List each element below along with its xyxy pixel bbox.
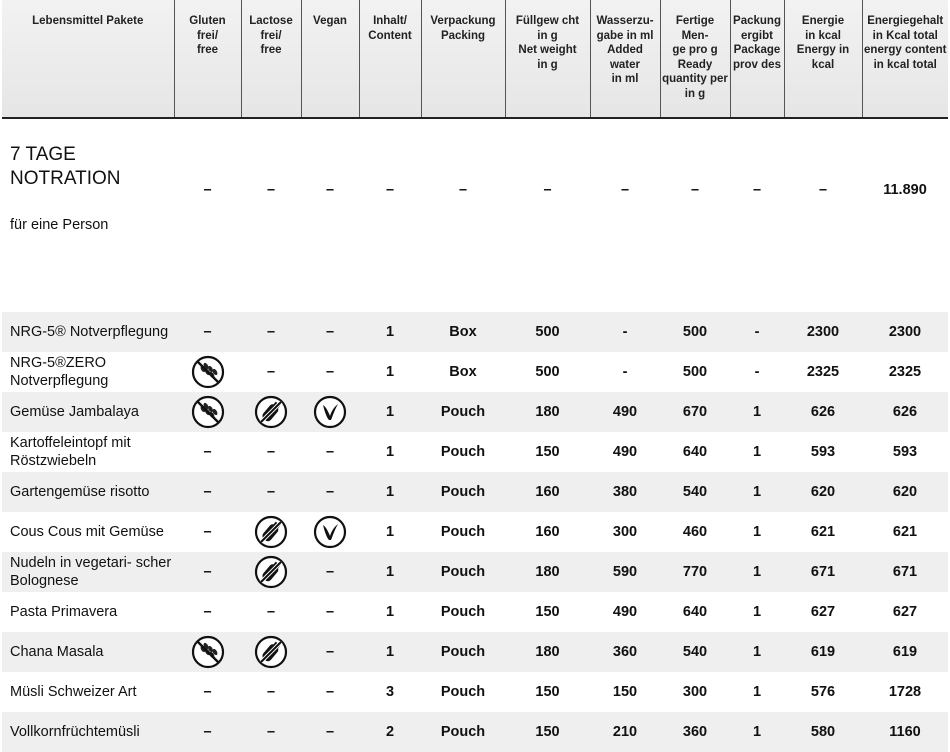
gluten-cell: –: [174, 552, 241, 592]
product-name: Pasta Primavera: [10, 604, 118, 620]
water-cell: 360: [590, 632, 660, 672]
energy-cell: 2300: [784, 312, 862, 352]
lactose-cell: –: [241, 712, 301, 752]
package-value: –: [543, 182, 552, 198]
provides-cell: 1: [730, 392, 784, 432]
vegan-cell: –: [325, 364, 335, 380]
net-weight-cell: 150: [535, 604, 560, 620]
header-energy: Energie in kcal Energy in kcal: [784, 0, 862, 118]
total-cell: 593: [892, 444, 918, 460]
lactose-cell: –: [266, 444, 276, 460]
ready-cell: 770: [660, 552, 730, 592]
provides-cell: 1: [730, 712, 784, 752]
header-total: Energiegehalt in Kcal total energy content in kcal total: [862, 0, 948, 118]
lactose-cell: –: [241, 472, 301, 512]
package-value: –: [752, 182, 762, 198]
total-cell: 620: [862, 472, 948, 512]
net-weight-cell: 180: [505, 632, 590, 672]
net-weight-cell: 150: [535, 444, 560, 460]
product-name: Nudeln in vegetari- scher Bolognese: [2, 552, 174, 592]
lactose-cell: –: [241, 312, 301, 352]
vegan-cell: –: [325, 604, 335, 620]
lactose-cell: [241, 512, 301, 552]
package-value: –: [620, 182, 630, 198]
ready-cell: 640: [682, 444, 708, 460]
gluten-cell: [174, 352, 241, 392]
table-row: [2, 712, 948, 752]
ready-cell: 360: [660, 712, 730, 752]
vegan-cell: [301, 512, 359, 552]
content-cell: 1: [359, 632, 421, 672]
no-milk-icon: [254, 635, 288, 669]
energy-cell: 619: [784, 632, 862, 672]
provides-cell: 1: [730, 552, 784, 592]
packing-cell: Pouch: [421, 472, 505, 512]
net-weight-cell: 500: [505, 312, 590, 352]
no-milk-icon: [254, 395, 288, 429]
total-cell: 621: [892, 524, 918, 540]
total-cell: 2325: [888, 364, 922, 380]
ready-cell: 460: [682, 524, 708, 540]
package-value: –: [385, 182, 395, 198]
table-row: [2, 512, 948, 552]
water-cell: 490: [590, 392, 660, 432]
table-row: [2, 672, 948, 712]
package-value: –: [325, 182, 335, 198]
no-wheat-icon: [191, 395, 225, 429]
content-cell: 2: [359, 712, 421, 752]
ready-cell: 640: [682, 604, 708, 620]
content-cell: 1: [359, 472, 421, 512]
packing-cell: Pouch: [421, 392, 505, 432]
package-value: –: [203, 182, 212, 198]
ready-cell: 540: [660, 472, 730, 512]
packing-cell: Box: [421, 312, 505, 352]
water-cell: -: [622, 364, 628, 380]
header-water: Wasserzu- gabe in ml Added water in ml: [590, 0, 660, 118]
content-cell: 1: [385, 524, 395, 540]
total-cell: 619: [862, 632, 948, 672]
product-name: NRG-5® Notverpflegung: [2, 312, 174, 352]
table-row: [2, 632, 948, 672]
gluten-cell: –: [174, 472, 241, 512]
product-name: Gemüse Jambalaya: [2, 392, 174, 432]
content-cell: 3: [385, 684, 395, 700]
provides-cell: 1: [752, 684, 762, 700]
provides-cell: 1: [730, 632, 784, 672]
vegan-cell: –: [325, 444, 335, 460]
table-row: [2, 472, 948, 512]
package-subtitle: für eine Person: [10, 217, 109, 233]
product-name: Gartengemüse risotto: [2, 472, 174, 512]
vegan-cell: –: [301, 472, 359, 512]
packing-cell: Pouch: [440, 524, 486, 540]
product-name: Müsli Schweizer Art: [10, 684, 137, 700]
lactose-cell: –: [266, 684, 276, 700]
food-package-table: [2, 0, 948, 752]
vegan-cell: –: [301, 712, 359, 752]
gluten-cell: –: [174, 712, 241, 752]
header-gluten: Gluten frei/ free: [174, 0, 241, 118]
energy-cell: 621: [810, 524, 836, 540]
header-row: [2, 0, 948, 118]
packing-cell: Box: [449, 364, 477, 380]
content-cell: 1: [359, 392, 421, 432]
header-package: Lebensmittel Pakete: [2, 0, 174, 118]
no-milk-icon: [254, 515, 288, 549]
vegan-cell: –: [301, 552, 359, 592]
provides-cell: 1: [752, 604, 762, 620]
product-name: Chana Masala: [2, 632, 174, 672]
package-total-energy: 11.890: [883, 182, 927, 198]
net-weight-cell: 180: [505, 392, 590, 432]
content-cell: 1: [385, 364, 395, 380]
energy-cell: 627: [810, 604, 836, 620]
vegan-leaf-icon: [313, 515, 347, 549]
net-weight-cell: 180: [505, 552, 590, 592]
energy-cell: 671: [784, 552, 862, 592]
table-row: [2, 552, 948, 592]
vegan-cell: –: [325, 684, 335, 700]
total-cell: 2300: [862, 312, 948, 352]
lactose-cell: [241, 392, 301, 432]
water-cell: 380: [590, 472, 660, 512]
content-cell: 1: [385, 444, 395, 460]
water-cell: 210: [590, 712, 660, 752]
packing-cell: Pouch: [440, 444, 486, 460]
net-weight-cell: 150: [505, 712, 590, 752]
content-cell: 1: [359, 552, 421, 592]
gluten-cell: –: [203, 444, 212, 460]
gluten-cell: –: [174, 312, 241, 352]
ready-cell: 500: [660, 312, 730, 352]
product-name: Cous Cous mit Gemüse: [10, 524, 164, 540]
table-row: [2, 392, 948, 432]
package-value: –: [458, 182, 468, 198]
content-cell: 1: [359, 312, 421, 352]
net-weight-cell: 150: [535, 684, 560, 700]
gluten-cell: –: [203, 524, 212, 540]
vegan-leaf-icon: [313, 395, 347, 429]
header-lactose: Lactose frei/ free: [241, 0, 301, 118]
water-cell: 490: [612, 444, 638, 460]
energy-cell: 620: [784, 472, 862, 512]
total-cell: 626: [862, 392, 948, 432]
packing-cell: Pouch: [421, 552, 505, 592]
header-net-weight: Füllgew cht in g Net weight in g: [505, 0, 590, 118]
total-cell: 671: [862, 552, 948, 592]
product-name: Kartoffeleintopf mit Röstzwiebeln: [10, 435, 131, 469]
water-cell: 300: [612, 524, 638, 540]
vegan-cell: –: [301, 632, 359, 672]
total-cell: 627: [892, 604, 918, 620]
energy-cell: 2325: [806, 364, 840, 380]
lactose-cell: –: [266, 604, 276, 620]
no-wheat-icon: [191, 635, 225, 669]
ready-cell: 500: [682, 364, 708, 380]
product-name: Vollkornfrüchtemüsli: [2, 712, 174, 752]
packing-cell: Pouch: [440, 684, 486, 700]
header-ready: Fertige Men- ge pro g Ready quantity per in g: [660, 0, 730, 118]
total-cell: 1160: [862, 712, 948, 752]
gluten-cell: [174, 632, 241, 672]
provides-cell: -: [730, 312, 784, 352]
gluten-cell: [174, 392, 241, 432]
net-weight-cell: 500: [535, 364, 560, 380]
package-name-cell: [2, 118, 174, 312]
water-cell: -: [590, 312, 660, 352]
vegan-cell: [301, 392, 359, 432]
header-vegan: Vegan: [301, 0, 359, 118]
provides-cell: 1: [752, 444, 762, 460]
energy-cell: 626: [784, 392, 862, 432]
ready-cell: 300: [682, 684, 708, 700]
lactose-cell: –: [266, 364, 276, 380]
packing-cell: Pouch: [421, 712, 505, 752]
ready-cell: 540: [660, 632, 730, 672]
header-content: Inhalt/ Content: [359, 0, 421, 118]
provides-cell: -: [754, 364, 760, 380]
table-row: [2, 312, 948, 352]
gluten-cell: –: [203, 684, 212, 700]
lactose-cell: [241, 552, 301, 592]
provides-cell: 1: [730, 472, 784, 512]
gluten-cell: –: [203, 604, 212, 620]
content-cell: 1: [385, 604, 395, 620]
net-weight-cell: 160: [535, 524, 560, 540]
energy-cell: 580: [784, 712, 862, 752]
packing-cell: Pouch: [421, 632, 505, 672]
total-cell: 1728: [888, 684, 922, 700]
no-wheat-icon: [191, 355, 225, 389]
package-value: –: [266, 182, 276, 198]
net-weight-cell: 160: [505, 472, 590, 512]
table-row: [2, 432, 948, 472]
water-cell: 150: [612, 684, 638, 700]
table-row: [2, 352, 948, 392]
lactose-cell: [241, 632, 301, 672]
package-value: –: [690, 182, 700, 198]
package-title: 7 TAGE NOTRATION: [10, 144, 121, 189]
product-name: NRG-5®ZERO Notverpflegung: [10, 355, 109, 389]
water-cell: 590: [590, 552, 660, 592]
header-packing: Verpackung Packing: [421, 0, 505, 118]
package-summary-row: [2, 118, 948, 312]
packing-cell: Pouch: [440, 604, 486, 620]
no-milk-icon: [254, 555, 288, 589]
vegan-cell: –: [301, 312, 359, 352]
energy-cell: 576: [810, 684, 836, 700]
water-cell: 490: [612, 604, 638, 620]
energy-cell: 593: [810, 444, 836, 460]
header-provides: Packung ergibt Package prov des: [730, 0, 784, 118]
package-value: –: [818, 182, 828, 198]
ready-cell: 670: [660, 392, 730, 432]
table-row: [2, 592, 948, 632]
provides-cell: 1: [752, 524, 762, 540]
